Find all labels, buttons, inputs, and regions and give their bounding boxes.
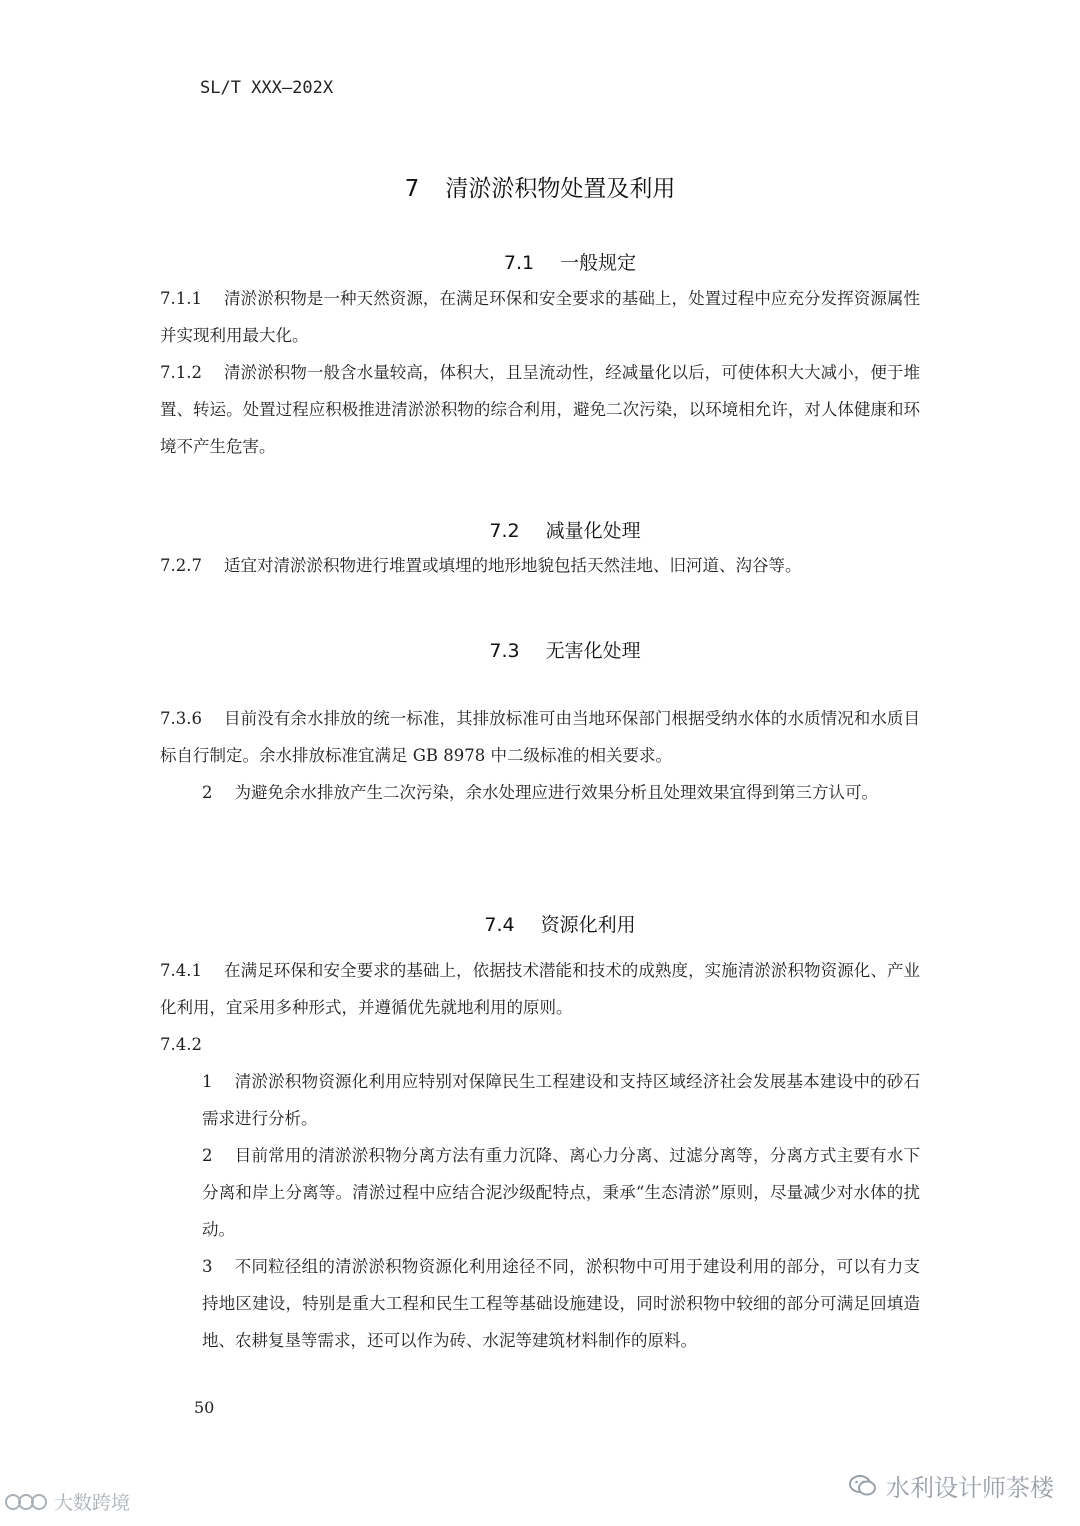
clause-number: 7.2.7 xyxy=(160,556,202,575)
clause-text: 目前没有余水排放的统一标准，其排放标准可由当地环保部门根据受纳水体的水质情况和水质目标自行制定。余水排放标准宜满足 GB 8978 中二级标准的相关要求。 xyxy=(160,709,920,765)
document-code: SL/T XXX—202X xyxy=(200,78,334,98)
section-number: 7.2 xyxy=(489,520,520,542)
clause-number: 7.1.2 xyxy=(160,363,202,382)
chapter-title xyxy=(0,170,1080,203)
watermark-right-text: 水利设计师茶楼 xyxy=(886,1474,1054,1502)
clause-number: 7.1.1 xyxy=(160,289,202,308)
item-text: 不同粒径组的清淤淤积物资源化利用途径不同，淤积物中可用于建设利用的部分，可以有力支持地区建设，特别是重大工程和民生工程等基础设施建设，同时淤积物中较细的部分可满足回填造地、农耕复垦等需求，还可以作为砖、水泥等建筑材料制作的原料。 xyxy=(202,1257,920,1350)
clause-number: 7.4.1 xyxy=(160,961,202,980)
clause-number: 7.3.6 xyxy=(160,709,202,728)
clause-7-4-2-item-3 xyxy=(160,1248,920,1359)
item-number: 1 xyxy=(202,1072,213,1091)
clause-7-3-6 xyxy=(160,700,920,774)
item-number: 2 xyxy=(202,1146,213,1165)
clause-7-3-6-item-2 xyxy=(160,774,920,811)
clause-text: 在满足环保和安全要求的基础上，依据技术潜能和技术的成熟度，实施清淤淤积物资源化、产业化利用，宜采用多种形式，并遵循优先就地利用的原则。 xyxy=(160,961,920,1017)
section-7-2-heading xyxy=(0,516,1080,543)
wechat-icon xyxy=(848,1473,878,1499)
section-title: 无害化处理 xyxy=(545,640,641,662)
section-title: 减量化处理 xyxy=(545,520,641,542)
section-number: 7.1 xyxy=(503,252,535,274)
clause-text: 适宜对清淤淤积物进行堆置或填埋的地形地貌包括天然洼地、旧河道、沟谷等。 xyxy=(223,556,802,575)
chapter-number: 7 xyxy=(404,176,420,202)
item-text: 为避免余水排放产生二次污染，余水处理应进行效果分析且处理效果宜得到第三方认可。 xyxy=(234,783,878,802)
clause-7-4-1 xyxy=(160,952,920,1026)
clause-text: 清淤淤积物是一种天然资源，在满足环保和安全要求的基础上，处置过程中应充分发挥资源属性并实现利用最大化。 xyxy=(160,289,920,345)
page-number: 50 xyxy=(194,1398,215,1417)
section-number: 7.4 xyxy=(484,914,515,936)
clause-7-1-2 xyxy=(160,354,920,465)
clause-7-4-2 xyxy=(160,1026,920,1063)
clause-7-4-2-item-2 xyxy=(160,1137,920,1248)
section-7-3-heading xyxy=(0,636,1080,663)
watermark-wechat xyxy=(848,1468,1054,1503)
section-title: 一般规定 xyxy=(560,252,637,274)
watermark-logo xyxy=(4,1488,130,1515)
item-text: 清淤淤积物资源化利用应特别对保障民生工程建设和支持区域经济社会发展基本建设中的砂石需求进行分析。 xyxy=(202,1072,920,1128)
clause-7-1-1 xyxy=(160,280,920,354)
clause-7-4-2-item-1 xyxy=(160,1063,920,1137)
item-number: 3 xyxy=(202,1257,213,1276)
item-text: 目前常用的清淤淤积物分离方法有重力沉降、离心力分离、过滤分离等，分离方式主要有水下分离和岸上分离等。清淤过程中应结合泥沙级配特点，秉承“生态清淤”原则，尽量减少对水体的扰动。 xyxy=(202,1146,920,1239)
clause-text: 清淤淤积物一般含水量较高，体积大，且呈流动性，经减量化以后，可使体积大大减小，便于堆置、转运。处置过程应积极推进清淤淤积物的综合利用，避免二次污染，以环境相允许，对人体健康和环境不产生危害。 xyxy=(160,363,920,456)
clause-7-2-7 xyxy=(160,547,920,584)
section-number: 7.3 xyxy=(489,640,520,662)
chapter-title-text: 清淤淤积物处置及利用 xyxy=(445,176,676,202)
section-7-1-heading xyxy=(0,248,1080,275)
brand-logo-icon xyxy=(4,1491,48,1513)
clause-number: 7.4.2 xyxy=(160,1035,202,1054)
watermark-left-text: 大数跨境 xyxy=(54,1492,131,1514)
section-title: 资源化利用 xyxy=(540,914,636,936)
item-number: 2 xyxy=(202,783,213,802)
section-7-4-heading xyxy=(0,910,1080,937)
